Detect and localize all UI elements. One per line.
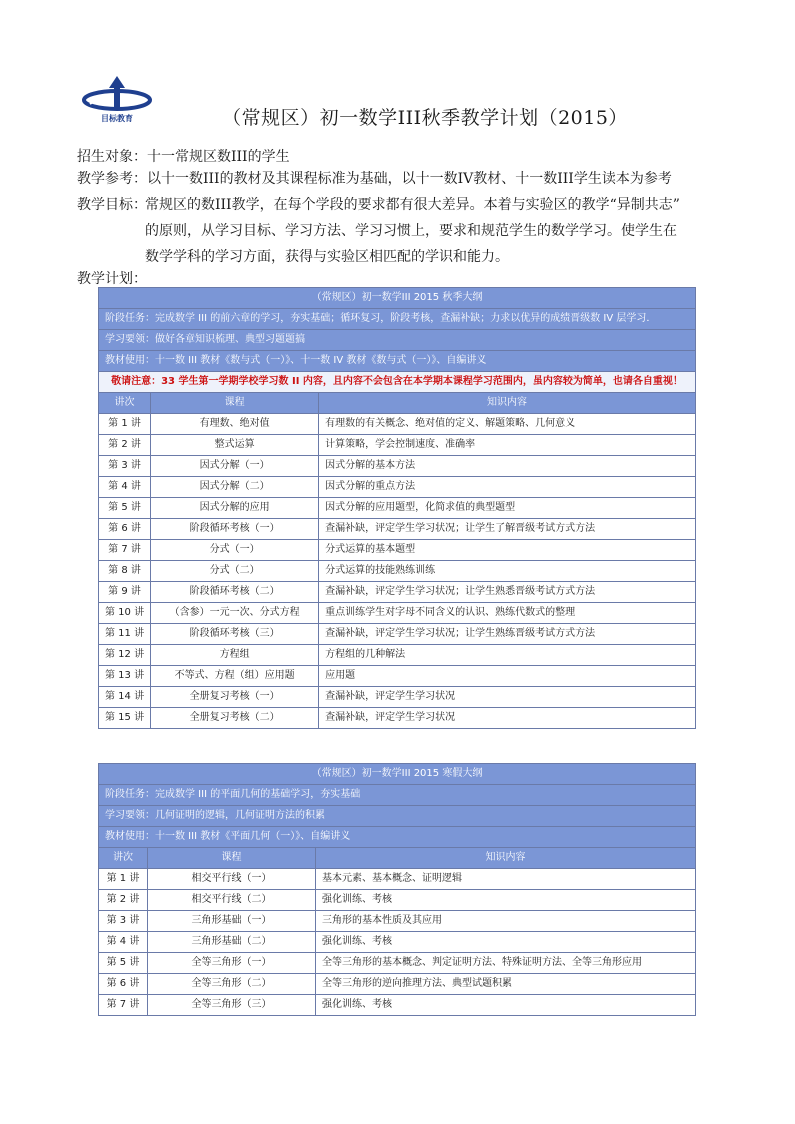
col-header-lecture: 讲次 (99, 848, 148, 869)
knowledge-content: 分式运算的技能熟练训练 (319, 561, 696, 582)
course-name: 全等三角形（三） (148, 995, 316, 1016)
winter-outline-table (98, 763, 696, 1016)
course-name: 因式分解的应用 (151, 498, 319, 519)
table-row (99, 953, 696, 974)
course-name: 不等式、方程（组）应用题 (151, 666, 319, 687)
course-name: 全等三角形（一） (148, 953, 316, 974)
warning-note: 敬请注意：33 学生第一学期学校学习数 II 内容，且内容不会包含在本学期本课程学习范围内，虽内容较为简单，也请各自重视！ (99, 372, 696, 393)
goal-line: 的原则，从学习目标、学习方法、学习习惯上，要求和规范学生的数学学习。使学生在 (145, 223, 677, 239)
lecture-number: 第 10 讲 (99, 603, 151, 624)
table-row (99, 995, 696, 1016)
enroll-text: 十一常规区数III的学生 (147, 149, 290, 165)
table-row (99, 687, 696, 708)
goal-block (77, 192, 697, 270)
table-row (99, 974, 696, 995)
stage-task: 阶段任务：完成数学 III 的前六章的学习，夯实基础；循环复习，阶段考核，查漏补缺；力求以优异的成绩晋级数 IV 层学习． (99, 309, 696, 330)
plan-label: 教学计划： (77, 271, 147, 287)
knowledge-content: 查漏补缺，评定学生学习状况；让学生熟练晋级考试方式方法 (319, 624, 696, 645)
knowledge-content: 方程组的几种解法 (319, 645, 696, 666)
knowledge-content: 有理数的有关概念、绝对值的定义、解题策略、几何意义 (319, 414, 696, 435)
table-row (99, 519, 696, 540)
table-row (99, 414, 696, 435)
table-row (99, 456, 696, 477)
goal-line: 常规区的数III教学，在每个学段的要求都有很大差异。本着与实验区的教学“异制共志” (145, 197, 680, 213)
course-name: 整式运算 (151, 435, 319, 456)
enroll-label: 招生对象： (77, 149, 147, 165)
lecture-number: 第 5 讲 (99, 953, 148, 974)
knowledge-content: 查漏补缺，评定学生学习状况；让学生了解晋级考试方式方法 (319, 519, 696, 540)
table-row (99, 624, 696, 645)
materials-used: 教材使用：十一数 III 教材《数与式（一）》、十一数 IV 教材《数与式（一）》、自编讲义 (99, 351, 696, 372)
course-name: 全册复习考核（二） (151, 708, 319, 729)
course-name: 全等三角形（二） (148, 974, 316, 995)
table-row (99, 645, 696, 666)
lecture-number: 第 6 讲 (99, 974, 148, 995)
knowledge-content: 重点训练学生对字母不同含义的认识、熟练代数式的整理 (319, 603, 696, 624)
study-points: 学习要领：做好各章知识梳理、典型习题题搞 (99, 330, 696, 351)
lecture-number: 第 4 讲 (99, 477, 151, 498)
reference-text: 以十一数III的教材及其课程标准为基础，以十一数IV教材、十一数III学生读本为参考 (147, 171, 672, 187)
table-row (99, 540, 696, 561)
col-header-lecture: 讲次 (99, 393, 151, 414)
table-row (99, 932, 696, 953)
knowledge-content: 强化训练、考核 (316, 932, 696, 953)
lecture-number: 第 5 讲 (99, 498, 151, 519)
col-header-content: 知识内容 (319, 393, 696, 414)
course-name: 分式（一） (151, 540, 319, 561)
knowledge-content: 全等三角形的逆向推理方法、典型试题积累 (316, 974, 696, 995)
knowledge-content: 因式分解的应用题型，化简求值的典型题型 (319, 498, 696, 519)
table-title: （常规区）初一数学III 2015 寒假大纲 (99, 764, 696, 785)
table-row (99, 561, 696, 582)
knowledge-content: 强化训练、考核 (316, 995, 696, 1016)
col-header-course: 课程 (148, 848, 316, 869)
reference-label: 教学参考： (77, 171, 147, 187)
lecture-number: 第 3 讲 (99, 456, 151, 477)
table-row (99, 603, 696, 624)
knowledge-content: 基本元素、基本概念、证明逻辑 (316, 869, 696, 890)
study-points: 学习要领：几何证明的逻辑，几何证明方法的积累 (99, 806, 696, 827)
knowledge-content: 应用题 (319, 666, 696, 687)
col-header-content: 知识内容 (316, 848, 696, 869)
lecture-number: 第 7 讲 (99, 995, 148, 1016)
table-row (99, 582, 696, 603)
table-row (99, 435, 696, 456)
course-name: 阶段循环考核（三） (151, 624, 319, 645)
lecture-number: 第 12 讲 (99, 645, 151, 666)
course-name: 全册复习考核（一） (151, 687, 319, 708)
materials-used: 教材使用：十一数 III 教材《平面几何（一）》、自编讲义 (99, 827, 696, 848)
course-name: 因式分解（二） (151, 477, 319, 498)
knowledge-content: 因式分解的重点方法 (319, 477, 696, 498)
lecture-number: 第 2 讲 (99, 435, 151, 456)
logo-text: 目标教育 (101, 114, 133, 123)
knowledge-content: 强化训练、考核 (316, 890, 696, 911)
table-row (99, 911, 696, 932)
lecture-number: 第 1 讲 (99, 869, 148, 890)
course-name: 阶段循环考核（一） (151, 519, 319, 540)
fall-outline-table (98, 287, 696, 729)
course-name: 三角形基础（一） (148, 911, 316, 932)
knowledge-content: 查漏补缺，评定学生学习状况 (319, 687, 696, 708)
table-title: （常规区）初一数学III 2015 秋季大纲 (99, 288, 696, 309)
lecture-number: 第 11 讲 (99, 624, 151, 645)
knowledge-content: 三角形的基本性质及其应用 (316, 911, 696, 932)
table-row (99, 666, 696, 687)
goal-line: 数学学科的学习方面，获得与实验区相匹配的学识和能力。 (145, 249, 509, 265)
lecture-number: 第 7 讲 (99, 540, 151, 561)
lecture-number: 第 15 讲 (99, 708, 151, 729)
lecture-number: 第 4 讲 (99, 932, 148, 953)
goal-label: 教学目标： (77, 197, 147, 213)
course-name: （含参）一元一次、分式方程 (151, 603, 319, 624)
knowledge-content: 因式分解的基本方法 (319, 456, 696, 477)
lecture-number: 第 8 讲 (99, 561, 151, 582)
table-row (99, 708, 696, 729)
course-name: 三角形基础（二） (148, 932, 316, 953)
knowledge-content: 分式运算的基本题型 (319, 540, 696, 561)
course-name: 分式（二） (151, 561, 319, 582)
lecture-number: 第 6 讲 (99, 519, 151, 540)
table-row (99, 890, 696, 911)
school-logo (80, 74, 154, 124)
knowledge-content: 全等三角形的基本概念、判定证明方法、特殊证明方法、全等三角形应用 (316, 953, 696, 974)
course-name: 相交平行线（二） (148, 890, 316, 911)
course-name: 有理数、绝对值 (151, 414, 319, 435)
course-name: 因式分解（一） (151, 456, 319, 477)
course-name: 相交平行线（一） (148, 869, 316, 890)
lecture-number: 第 2 讲 (99, 890, 148, 911)
col-header-course: 课程 (151, 393, 319, 414)
document-title: （常规区）初一数学III秋季教学计划（2015） (222, 107, 628, 129)
course-name: 方程组 (151, 645, 319, 666)
stage-task: 阶段任务：完成数学 III 的平面几何的基础学习，夯实基础 (99, 785, 696, 806)
course-name: 阶段循环考核（二） (151, 582, 319, 603)
table-row (99, 477, 696, 498)
lecture-number: 第 14 讲 (99, 687, 151, 708)
lecture-number: 第 1 讲 (99, 414, 151, 435)
lecture-number: 第 3 讲 (99, 911, 148, 932)
lecture-number: 第 9 讲 (99, 582, 151, 603)
table-row (99, 498, 696, 519)
knowledge-content: 计算策略，学会控制速度、准确率 (319, 435, 696, 456)
table-row (99, 869, 696, 890)
lecture-number: 第 13 讲 (99, 666, 151, 687)
knowledge-content: 查漏补缺，评定学生学习状况；让学生熟悉晋级考试方式方法 (319, 582, 696, 603)
reference-row (77, 166, 672, 192)
knowledge-content: 查漏补缺，评定学生学习状况 (319, 708, 696, 729)
